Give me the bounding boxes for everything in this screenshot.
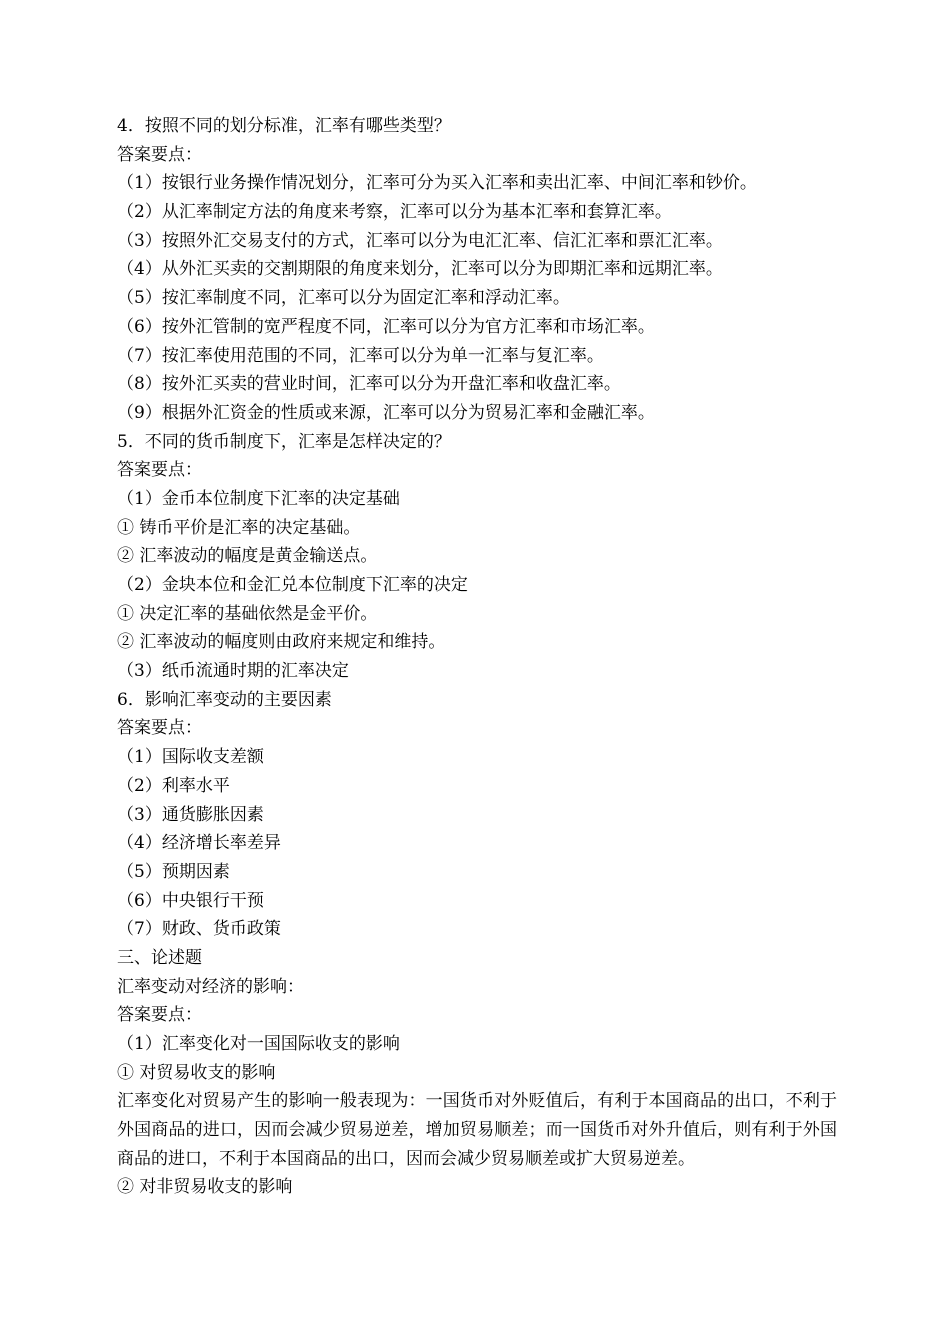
list-item: （3）按照外汇交易支付的方式，汇率可以分为电汇汇率、信汇汇率和票汇汇率。 xyxy=(117,230,723,251)
list-item: （1）按银行业务操作情况划分，汇率可分为买入汇率和卖出汇率、中间汇率和钞价。 xyxy=(117,173,757,194)
list-item: （9）根据外汇资金的性质或来源，汇率可以分为贸易汇率和金融汇率。 xyxy=(117,402,655,423)
list-item: （7）财政、货币政策 xyxy=(117,919,281,940)
question-6-title: 6．影响汇率变动的主要因素 xyxy=(117,689,332,710)
list-item: （7）按汇率使用范围的不同，汇率可以分为单一汇率与复汇率。 xyxy=(117,345,604,366)
list-item: （2）金块本位和金汇兑本位制度下汇率的决定 xyxy=(117,575,468,595)
list-item: （4）从外汇买卖的交割期限的角度来划分，汇率可以分为即期汇率和远期汇率。 xyxy=(117,259,723,280)
question-5-title: 5．不同的货币制度下，汇率是怎样决定的？ xyxy=(117,431,451,452)
list-item: （2）利率水平 xyxy=(117,775,230,796)
list-item: （1）国际收支差额 xyxy=(117,747,264,768)
list-item: （4）经济增长率差异 xyxy=(117,833,281,854)
answer-label: 答案要点： xyxy=(117,460,202,481)
list-item: ② 汇率波动的幅度则由政府来规定和维持。 xyxy=(117,632,446,653)
list-item: （3）纸币流通时期的汇率决定 xyxy=(117,661,349,682)
sub-point: ① 对贸易收支的影响 xyxy=(117,1062,276,1083)
answer-label: 答案要点： xyxy=(117,1005,202,1026)
answer-label: 答案要点： xyxy=(117,718,202,739)
question-4-title: 4．按照不同的划分标准，汇率有哪些类型？ xyxy=(117,116,451,136)
document-page xyxy=(117,112,837,1202)
sub-point: ② 对非贸易收支的影响 xyxy=(117,1177,293,1198)
list-item: ② 汇率波动的幅度是黄金输送点。 xyxy=(117,546,378,567)
list-item: ① 决定汇率的基础依然是金平价。 xyxy=(117,603,378,624)
list-item: （6）中央银行干预 xyxy=(117,890,264,911)
list-item: （3）通货膨胀因素 xyxy=(117,804,264,825)
body-paragraph: 汇率变化对贸易产生的影响一般表现为：一国货币对外贬值后，有利于本国商品的出口，不利于外国商品的进口，因而会减少贸易逆差，增加贸易顺差；而一国货币对外升值后，则有利于外国商品的进口，不利于本国商品的出口，因而会减少贸易顺差或扩大贸易逆差。 xyxy=(117,1091,837,1169)
list-item: （1）金币本位制度下汇率的决定基础 xyxy=(117,488,400,509)
list-item: （5）预期因素 xyxy=(117,861,230,882)
section-heading: 三、论述题 xyxy=(117,947,202,968)
list-item: ① 铸币平价是汇率的决定基础。 xyxy=(117,517,361,538)
sub-heading: （1）汇率变化对一国国际收支的影响 xyxy=(117,1034,400,1054)
essay-question: 汇率变动对经济的影响： xyxy=(117,976,304,997)
list-item: （8）按外汇买卖的营业时间，汇率可以分为开盘汇率和收盘汇率。 xyxy=(117,374,621,395)
answer-label: 答案要点： xyxy=(117,144,202,165)
list-item: （5）按汇率制度不同，汇率可以分为固定汇率和浮动汇率。 xyxy=(117,288,570,309)
list-item: （2）从汇率制定方法的角度来考察，汇率可以分为基本汇率和套算汇率。 xyxy=(117,202,672,223)
list-item: （6）按外汇管制的宽严程度不同，汇率可以分为官方汇率和市场汇率。 xyxy=(117,316,655,337)
